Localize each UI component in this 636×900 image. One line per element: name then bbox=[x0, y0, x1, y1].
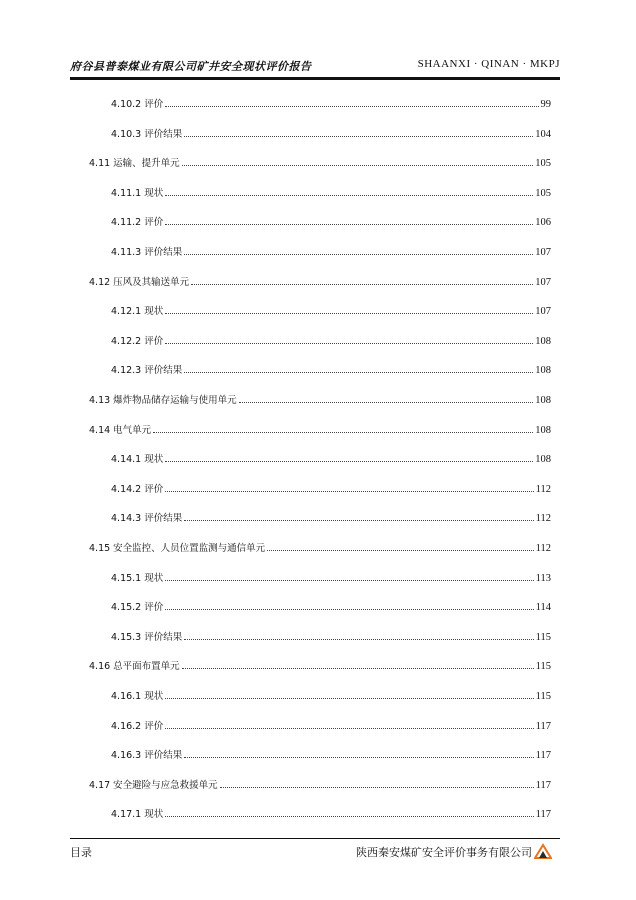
toc-entry[interactable] bbox=[111, 599, 551, 613]
toc-entry-page: 106 bbox=[535, 217, 551, 229]
toc-entry[interactable] bbox=[111, 570, 551, 584]
footer-company-name: 陕西秦安煤矿安全评价事务有限公司 bbox=[356, 846, 532, 859]
toc-entry-page: 115 bbox=[535, 631, 551, 643]
header-rule bbox=[70, 77, 560, 80]
toc-entry-label: 4.15.3 评价结果 bbox=[111, 631, 183, 643]
toc-entry[interactable] bbox=[111, 244, 551, 258]
toc-entry-label: 4.12.2 评价 bbox=[111, 335, 164, 347]
toc-entry[interactable] bbox=[89, 155, 551, 169]
toc-leader-dots bbox=[184, 136, 533, 137]
toc-entry-label: 4.12.1 现状 bbox=[111, 306, 164, 318]
toc-entry-page: 114 bbox=[535, 602, 551, 614]
toc-entry-label: 4.12.3 评价结果 bbox=[111, 365, 183, 377]
toc-entry-label: 4.11.1 现状 bbox=[111, 187, 164, 199]
toc-entry[interactable] bbox=[111, 481, 551, 495]
toc-entry-page: 117 bbox=[535, 779, 551, 791]
toc-entry[interactable] bbox=[89, 658, 551, 672]
toc-entry-label: 4.14.3 评价结果 bbox=[111, 513, 183, 525]
toc-entry[interactable] bbox=[111, 303, 551, 317]
toc-entry-page: 117 bbox=[535, 750, 551, 762]
toc-leader-dots bbox=[184, 520, 533, 521]
toc-leader-dots bbox=[191, 284, 533, 285]
toc-entry-page: 117 bbox=[535, 809, 551, 821]
toc-entry[interactable] bbox=[111, 126, 551, 140]
toc-leader-dots bbox=[165, 580, 533, 581]
toc-entry[interactable] bbox=[89, 777, 551, 791]
toc-entry-label: 4.13 爆炸物品储存运输与使用单元 bbox=[89, 395, 237, 406]
toc-entry[interactable] bbox=[111, 629, 551, 643]
toc-entry-page: 108 bbox=[535, 335, 551, 347]
toc-entry[interactable] bbox=[89, 540, 551, 554]
toc-entry-label: 4.15.2 评价 bbox=[111, 602, 164, 614]
toc-entry[interactable] bbox=[89, 422, 551, 436]
toc-entry-label: 4.14.1 现状 bbox=[111, 454, 164, 466]
toc-leader-dots bbox=[165, 698, 533, 699]
header-code: SHAANXI · QINAN · MKPJ bbox=[417, 58, 560, 70]
toc-entry[interactable] bbox=[111, 510, 551, 524]
toc-entry-label: 4.17.1 现状 bbox=[111, 809, 164, 821]
toc-entry-page: 108 bbox=[535, 454, 551, 466]
toc-entry-page: 99 bbox=[540, 99, 551, 110]
toc-leader-dots bbox=[165, 313, 533, 314]
toc-leader-dots bbox=[184, 757, 533, 758]
toc-leader-dots bbox=[165, 728, 533, 729]
header-title: 府谷县普泰煤业有限公司矿井安全现状评价报告 bbox=[70, 60, 312, 73]
toc-entry-label: 4.10.2 评价 bbox=[111, 99, 164, 110]
toc-entry[interactable] bbox=[111, 688, 551, 702]
toc-entry[interactable] bbox=[89, 392, 551, 406]
toc-leader-dots bbox=[267, 550, 533, 551]
toc-entry-label: 4.17 安全避险与应急救援单元 bbox=[89, 779, 218, 791]
toc-leader-dots bbox=[184, 372, 533, 373]
toc-leader-dots bbox=[239, 402, 534, 403]
toc-leader-dots bbox=[165, 461, 533, 462]
toc-entry[interactable] bbox=[89, 274, 551, 288]
toc-entry-label: 4.10.3 评价结果 bbox=[111, 128, 183, 140]
toc-entry-label: 4.16 总平面布置单元 bbox=[89, 661, 180, 673]
toc-leader-dots bbox=[165, 491, 533, 492]
toc-entry[interactable] bbox=[111, 333, 551, 347]
toc-entry-page: 112 bbox=[535, 513, 551, 525]
toc-entry[interactable] bbox=[111, 362, 551, 376]
toc-entry-page: 108 bbox=[535, 395, 551, 406]
toc-leader-dots bbox=[184, 254, 533, 255]
toc-leader-dots bbox=[165, 195, 533, 196]
toc-entry-label: 4.14 电气单元 bbox=[89, 424, 152, 436]
toc-entry[interactable] bbox=[111, 451, 551, 465]
toc-entry-page: 108 bbox=[535, 365, 551, 377]
toc-entry-page: 105 bbox=[535, 187, 551, 199]
toc-entry[interactable] bbox=[111, 806, 551, 820]
toc-leader-dots bbox=[165, 106, 538, 107]
footer-section-label: 目录 bbox=[70, 846, 92, 859]
toc-entry-page: 104 bbox=[535, 128, 551, 140]
toc-entry-page: 108 bbox=[535, 424, 551, 436]
toc-entry-page: 115 bbox=[535, 661, 551, 673]
toc-entry-label: 4.14.2 评价 bbox=[111, 483, 164, 495]
toc-entry-page: 107 bbox=[535, 276, 551, 288]
toc-entry-label: 4.11 运输、提升单元 bbox=[89, 158, 180, 170]
toc-entry[interactable] bbox=[111, 747, 551, 761]
toc-entry-label: 4.12 压风及其输送单元 bbox=[89, 276, 190, 288]
toc-entry[interactable] bbox=[111, 96, 551, 110]
toc-entry[interactable] bbox=[111, 185, 551, 199]
toc-leader-dots bbox=[165, 609, 533, 610]
toc-leader-dots bbox=[182, 165, 534, 166]
toc-leader-dots bbox=[165, 343, 533, 344]
toc-entry-page: 107 bbox=[535, 247, 551, 258]
toc-entry-label: 4.11.3 评价结果 bbox=[111, 247, 183, 258]
toc-entry-page: 105 bbox=[535, 158, 551, 170]
toc-entry-page: 113 bbox=[535, 572, 551, 584]
toc-entry-page: 112 bbox=[535, 543, 551, 554]
toc-leader-dots bbox=[184, 639, 533, 640]
toc-entry-label: 4.11.2 评价 bbox=[111, 217, 164, 229]
toc-entry-label: 4.15 安全监控、人员位置监测与通信单元 bbox=[89, 543, 266, 554]
toc-entry-label: 4.15.1 现状 bbox=[111, 572, 164, 584]
toc-entry-label: 4.16.3 评价结果 bbox=[111, 750, 183, 762]
toc-entry-page: 107 bbox=[535, 306, 551, 318]
toc-leader-dots bbox=[165, 224, 533, 225]
toc-entry-label: 4.16.2 评价 bbox=[111, 720, 164, 732]
toc-leader-dots bbox=[182, 668, 534, 669]
toc-entry-page: 112 bbox=[535, 483, 551, 495]
toc-leader-dots bbox=[153, 432, 533, 433]
toc-entry[interactable] bbox=[111, 214, 551, 228]
toc-entry-page: 117 bbox=[535, 720, 551, 732]
footer-rule bbox=[70, 838, 560, 839]
toc-leader-dots bbox=[165, 816, 533, 817]
toc-entry[interactable] bbox=[111, 718, 551, 732]
toc-leader-dots bbox=[220, 787, 534, 788]
toc-entry-page: 115 bbox=[535, 691, 551, 702]
toc-entry-label: 4.16.1 现状 bbox=[111, 691, 164, 702]
company-logo-icon bbox=[534, 843, 552, 859]
